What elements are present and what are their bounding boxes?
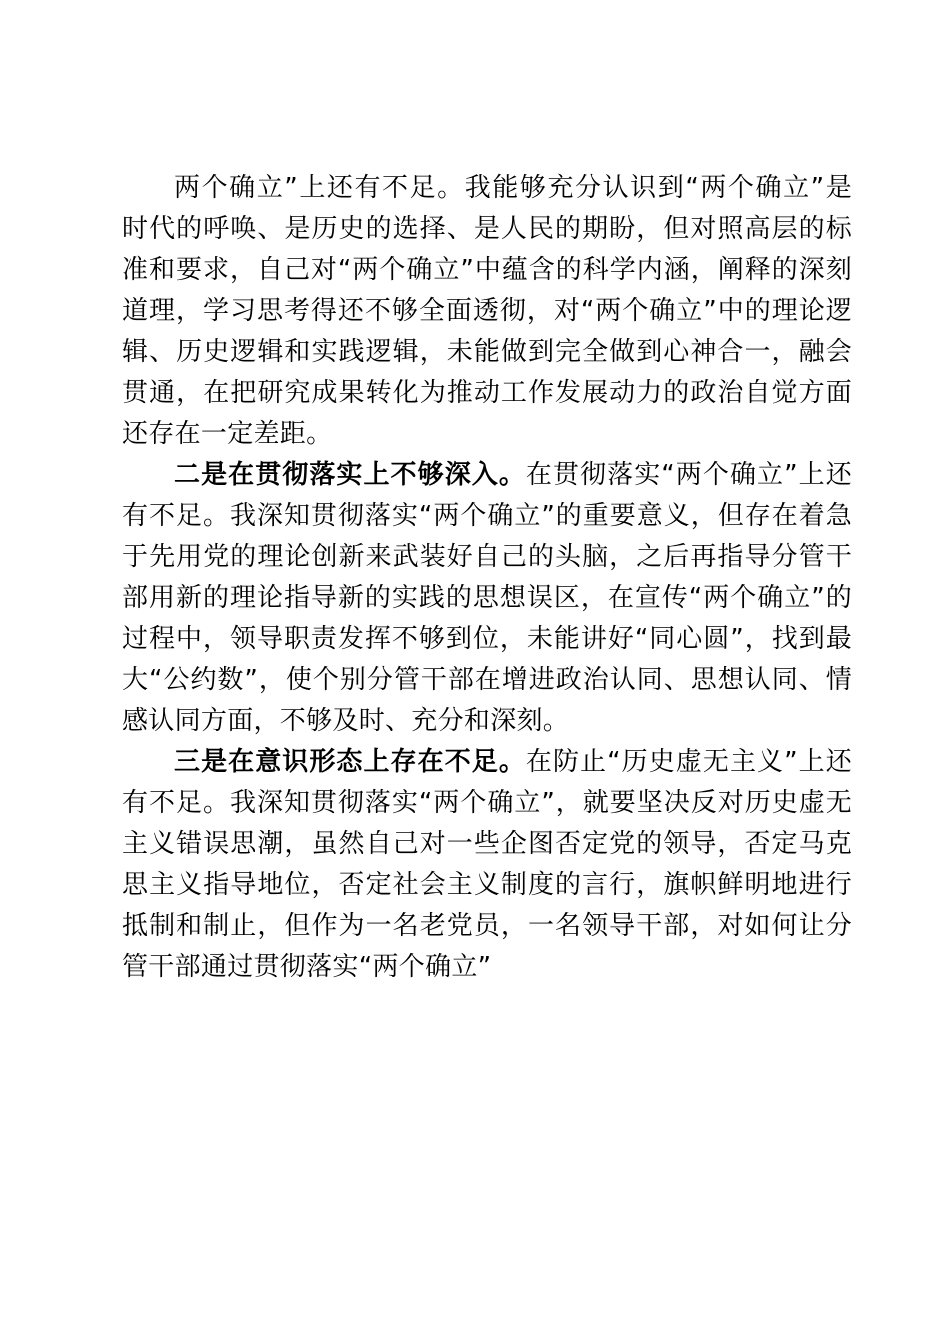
text-line <box>122 742 852 783</box>
text-line <box>122 209 852 250</box>
line-text: 于先用党的理论创新来武装好自己的头脑，之后再指导分管干 <box>122 542 852 572</box>
text-line <box>122 537 852 578</box>
text-line <box>122 701 852 742</box>
line-text: 部用新的理论指导新的实践的思想误区，在宣传“两个确立”的 <box>122 583 852 613</box>
line-text: 两个确立”上还有不足。我能够充分认识到“两个确立”是 <box>174 173 852 203</box>
line-text: 在贯彻落实“两个确立”上还 <box>525 460 853 490</box>
text-line <box>122 660 852 701</box>
paragraph-heading: 三是在意识形态上存在不足。 <box>174 747 526 777</box>
text-line <box>122 619 852 660</box>
line-text: 思主义指导地位，否定社会主义制度的言行，旗帜鲜明地进行 <box>122 870 852 900</box>
paragraph-3 <box>122 742 852 988</box>
line-text: 准和要求，自己对“两个确立”中蕴含的科学内涵，阐释的深刻 <box>122 255 852 285</box>
paragraph-heading: 二是在贯彻落实上不够深入。 <box>174 460 526 490</box>
text-line <box>122 947 852 988</box>
line-text: 有不足。我深知贯彻落实“两个确立”的重要意义，但存在着急 <box>122 501 852 531</box>
text-line <box>122 496 852 537</box>
text-line <box>122 824 852 865</box>
text-line <box>122 906 852 947</box>
line-text: 主义错误思潮，虽然自己对一些企图否定党的领导，否定马克 <box>122 829 852 859</box>
line-text: 时代的呼唤、是历史的选择、是人民的期盼，但对照高层的标 <box>122 214 852 244</box>
text-line <box>122 578 852 619</box>
text-line <box>122 414 852 455</box>
line-text: 道理，学习思考得还不够全面透彻，对“两个确立”中的理论逻 <box>122 296 852 326</box>
text-line <box>122 783 852 824</box>
paragraph-1 <box>122 168 852 455</box>
line-text: 感认同方面，不够及时、充分和深刻。 <box>122 706 570 736</box>
line-text: 辑、历史逻辑和实践逻辑，未能做到完全做到心神合一，融会 <box>122 337 852 367</box>
line-text: 还存在一定差距。 <box>122 419 333 449</box>
line-text: 抵制和制止，但作为一名老党员，一名领导干部，对如何让分 <box>122 911 852 941</box>
line-text: 过程中，领导职责发挥不够到位，未能讲好“同心圆”，找到最 <box>122 624 852 654</box>
line-text: 有不足。我深知贯彻落实“两个确立”，就要坚决反对历史虚无 <box>122 788 852 818</box>
line-text: 在防止“历史虚无主义”上还 <box>525 747 853 777</box>
text-line <box>122 168 852 209</box>
text-line <box>122 865 852 906</box>
line-text: 大“公约数”，使个别分管干部在增进政治认同、思想认同、情 <box>122 665 852 695</box>
text-line <box>122 291 852 332</box>
text-line <box>122 332 852 373</box>
text-line <box>122 373 852 414</box>
document-body <box>122 168 852 988</box>
line-text: 管干部通过贯彻落实“两个确立” <box>122 952 492 982</box>
line-text: 贯通，在把研究成果转化为推动工作发展动力的政治自觉方面 <box>122 378 852 408</box>
text-line <box>122 250 852 291</box>
paragraph-2 <box>122 455 852 742</box>
text-line <box>122 455 852 496</box>
